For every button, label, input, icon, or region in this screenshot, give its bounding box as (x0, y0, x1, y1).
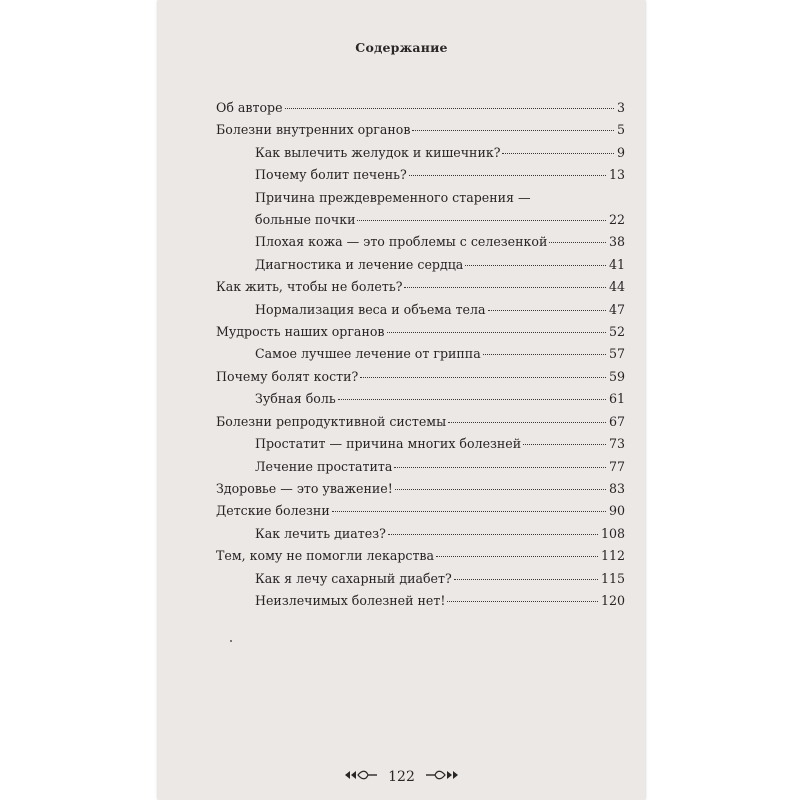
toc-entry-text: Как я лечу сахарный диабет? (255, 570, 452, 586)
dot-leader (447, 601, 598, 602)
dot-leader (388, 534, 598, 535)
toc-page-number: 52 (608, 324, 625, 340)
toc-subentry (255, 388, 625, 410)
dot-leader (436, 556, 598, 557)
toc-entry (216, 478, 625, 500)
toc-entry-text: Неизлечимых болезней нет! (255, 592, 446, 608)
dot-leader (412, 130, 614, 131)
toc-entry-text: Диагностика и лечение сердца (255, 256, 464, 272)
dot-leader (395, 489, 606, 490)
dot-leader (357, 220, 606, 221)
toc-page-number: 13 (608, 167, 625, 183)
toc-entry-text: Простатит — причина многих болезней (255, 436, 522, 452)
dot-leader (338, 399, 606, 400)
toc-entry-text: Плохая кожа — это проблемы с селезенкой (255, 234, 548, 250)
toc-subentry (255, 187, 625, 232)
dot-leader (483, 354, 606, 355)
toc-page-number: 5 (616, 122, 625, 138)
toc-entry (216, 321, 625, 343)
toc-entry-text: Тем, кому не помогли лекарства (216, 548, 435, 564)
toc-page-number: 83 (608, 480, 625, 496)
toc-subentry (255, 164, 625, 186)
toc-entry-text: Об авторе (216, 100, 283, 115)
toc-page-number: 112 (600, 548, 625, 564)
toc-entry (216, 276, 625, 298)
ornament-left-icon (344, 769, 378, 785)
toc-subentry (255, 590, 625, 612)
toc-subentry (255, 343, 625, 365)
toc-page-number: 115 (600, 570, 625, 586)
dot-leader (404, 287, 606, 288)
toc-page-number: 47 (608, 301, 625, 317)
toc-entry-text: больные почки (255, 212, 356, 228)
toc-subentry (255, 523, 625, 545)
dot-leader (360, 377, 606, 378)
toc-entry (216, 97, 625, 119)
dot-leader (409, 175, 606, 176)
toc-page-number: 67 (608, 413, 625, 429)
toc-entry-text-line1: Причина преждевременного старения — (255, 189, 531, 205)
book-page (158, 0, 645, 800)
toc-page-number: 90 (608, 503, 625, 519)
dot-leader (454, 579, 598, 580)
toc-entry-text: Как вылечить желудок и кишечник? (255, 144, 501, 160)
toc-entry-text: Мудрость наших органов (216, 324, 385, 340)
toc-entry-text: Болезни репродуктивной системы (216, 413, 447, 429)
table-of-contents (216, 97, 625, 612)
toc-entry (216, 411, 625, 433)
toc-page-number: 57 (608, 346, 625, 362)
toc-page-number: 44 (608, 279, 625, 295)
paper-speck (230, 640, 232, 642)
toc-page-number: 59 (608, 368, 625, 384)
toc-subentry (255, 568, 625, 590)
dot-leader (332, 511, 606, 512)
toc-entry (216, 366, 625, 388)
toc-subentry (255, 142, 625, 164)
dot-leader (394, 467, 606, 468)
toc-subentry (255, 231, 625, 253)
toc-subentry (255, 456, 625, 478)
toc-entry (216, 119, 625, 141)
toc-page-number: 108 (600, 525, 625, 541)
page-title: Содержание (355, 40, 448, 55)
toc-entry-text: Здоровье — это уважение! (216, 480, 393, 496)
dot-leader (502, 153, 614, 154)
dot-leader (448, 422, 606, 423)
dot-leader (387, 332, 606, 333)
toc-entry-text: Как лечить диатез? (255, 525, 386, 541)
toc-page-number: 3 (616, 100, 625, 115)
dot-leader (549, 242, 606, 243)
toc-entry-text: Нормализация веса и объема тела (255, 301, 486, 317)
toc-subentry (255, 254, 625, 276)
toc-subentry (255, 433, 625, 455)
toc-entry-text: Почему болит печень? (255, 167, 407, 183)
toc-page-number: 38 (608, 234, 625, 250)
toc-entry (216, 545, 625, 567)
toc-page-number: 22 (608, 212, 625, 228)
toc-page-number: 73 (608, 436, 625, 452)
toc-entry-text: Зубная боль (255, 391, 336, 407)
dot-leader (285, 108, 614, 109)
toc-entry-text: Почему болят кости? (216, 368, 359, 384)
toc-entry-text: Детские болезни (216, 503, 330, 519)
page-footer (158, 769, 645, 785)
dot-leader (488, 310, 606, 311)
toc-page-number: 77 (608, 458, 625, 474)
toc-page-number: 61 (608, 391, 625, 407)
toc-page-number: 120 (600, 592, 625, 608)
toc-entry-text: Болезни внутренних органов (216, 122, 411, 138)
toc-entry-text: Как жить, чтобы не болеть? (216, 279, 403, 295)
toc-page-number: 9 (616, 144, 625, 160)
toc-page-number: 41 (608, 256, 625, 272)
toc-entry-text: Самое лучшее лечение от гриппа (255, 346, 481, 362)
ornament-right-icon (425, 769, 459, 785)
page-number: 122 (388, 769, 415, 785)
toc-entry (216, 500, 625, 522)
dot-leader (523, 444, 606, 445)
dot-leader (465, 265, 606, 266)
toc-entry-text: Лечение простатита (255, 458, 393, 474)
toc-subentry (255, 299, 625, 321)
